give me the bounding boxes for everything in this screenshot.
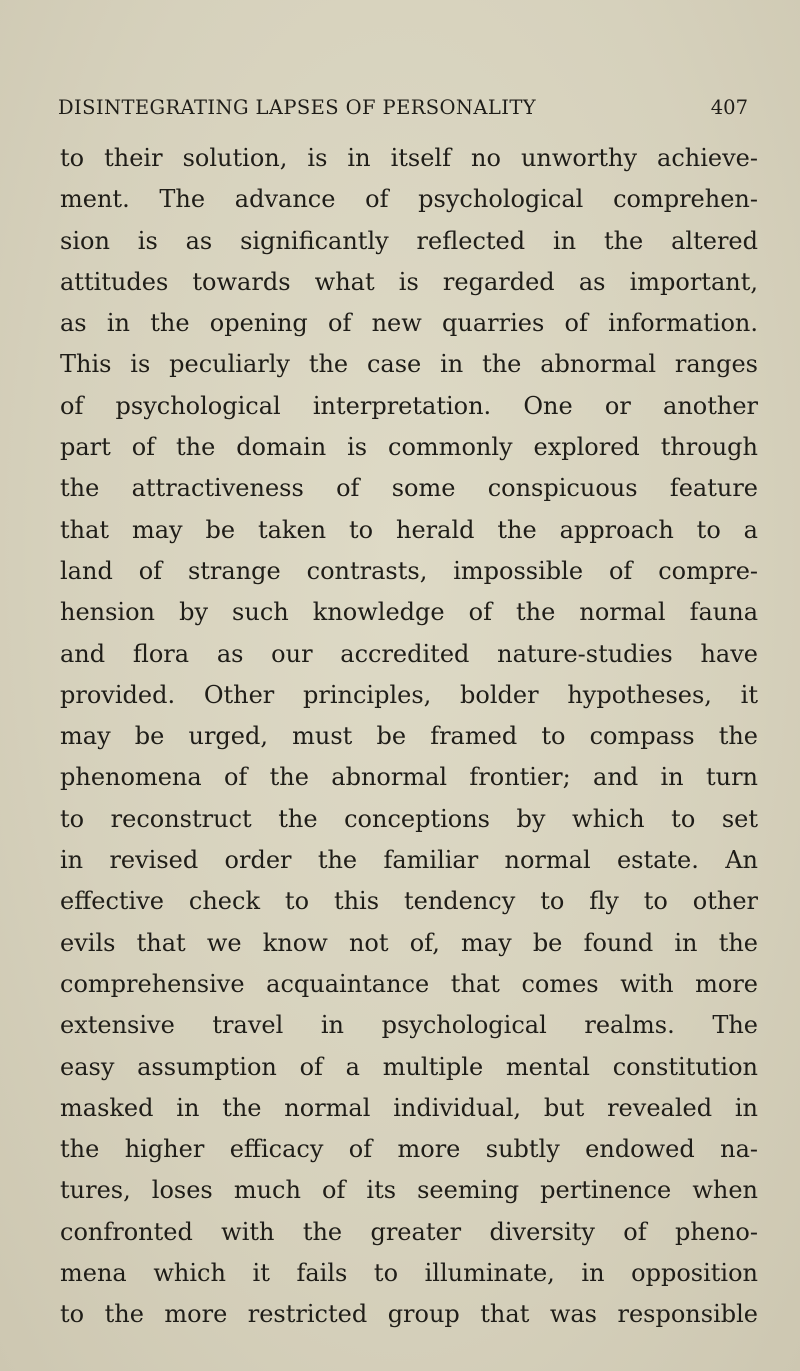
- text-line: sion is as significantly reflected in the altered: [60, 226, 758, 255]
- text-line: extensive travel in psychological realms. The: [60, 1011, 758, 1040]
- text-line: effective check to this tendency to fly to other: [60, 887, 758, 916]
- text-line: confronted with the greater diversity of pheno-: [60, 1217, 758, 1246]
- text-line: tures, loses much of its seeming pertinence when: [60, 1176, 758, 1205]
- text-line: to their solution, is in itself no unworthy achieve-: [60, 144, 758, 172]
- text-line: phenomena of the abnormal frontier; and in turn: [60, 763, 758, 792]
- text-line: part of the domain is commonly explored through: [60, 433, 758, 462]
- text-line: of psychological interpretation. One or another: [60, 391, 758, 420]
- running-title: DISINTEGRATING LAPSES OF PERSONALITY: [58, 96, 537, 119]
- text-line: hension by such knowledge of the normal fauna: [60, 598, 758, 627]
- text-line: provided. Other principles, bolder hypotheses, it: [60, 680, 758, 709]
- text-line: mena which it fails to illuminate, in opposition: [60, 1259, 758, 1288]
- text-line: attitudes towards what is regarded as important,: [60, 267, 758, 296]
- text-line: as in the opening of new quarries of information.: [60, 309, 758, 338]
- body-text: [60, 138, 758, 1336]
- text-line: masked in the normal individual, but revealed in: [60, 1093, 758, 1122]
- running-head: [58, 91, 748, 125]
- text-line: land of strange contrasts, impossible of compre-: [60, 556, 758, 585]
- text-line: the higher efficacy of more subtly endowed na-: [60, 1135, 758, 1164]
- text-line: in revised order the familiar normal estate. An: [60, 846, 758, 875]
- text-line: evils that we know not of, may be found in the: [60, 928, 758, 957]
- text-line: This is peculiarly the case in the abnormal ranges: [60, 350, 758, 379]
- text-line: to reconstruct the conceptions by which to set: [60, 804, 758, 833]
- text-line: may be urged, must be framed to compass the: [60, 722, 758, 751]
- text-line: the attractiveness of some conspicuous feature: [60, 474, 758, 503]
- text-line: ment. The advance of psychological comprehen-: [60, 185, 758, 214]
- text-line: and flora as our accredited nature-studies have: [60, 639, 758, 668]
- text-line: comprehensive acquaintance that comes with more: [60, 969, 758, 998]
- page-number: 407: [710, 96, 748, 119]
- text-line: to the more restricted group that was responsible: [60, 1300, 758, 1329]
- text-line: that may be taken to herald the approach to a: [60, 515, 758, 544]
- text-line: easy assumption of a multiple mental constitution: [60, 1052, 758, 1081]
